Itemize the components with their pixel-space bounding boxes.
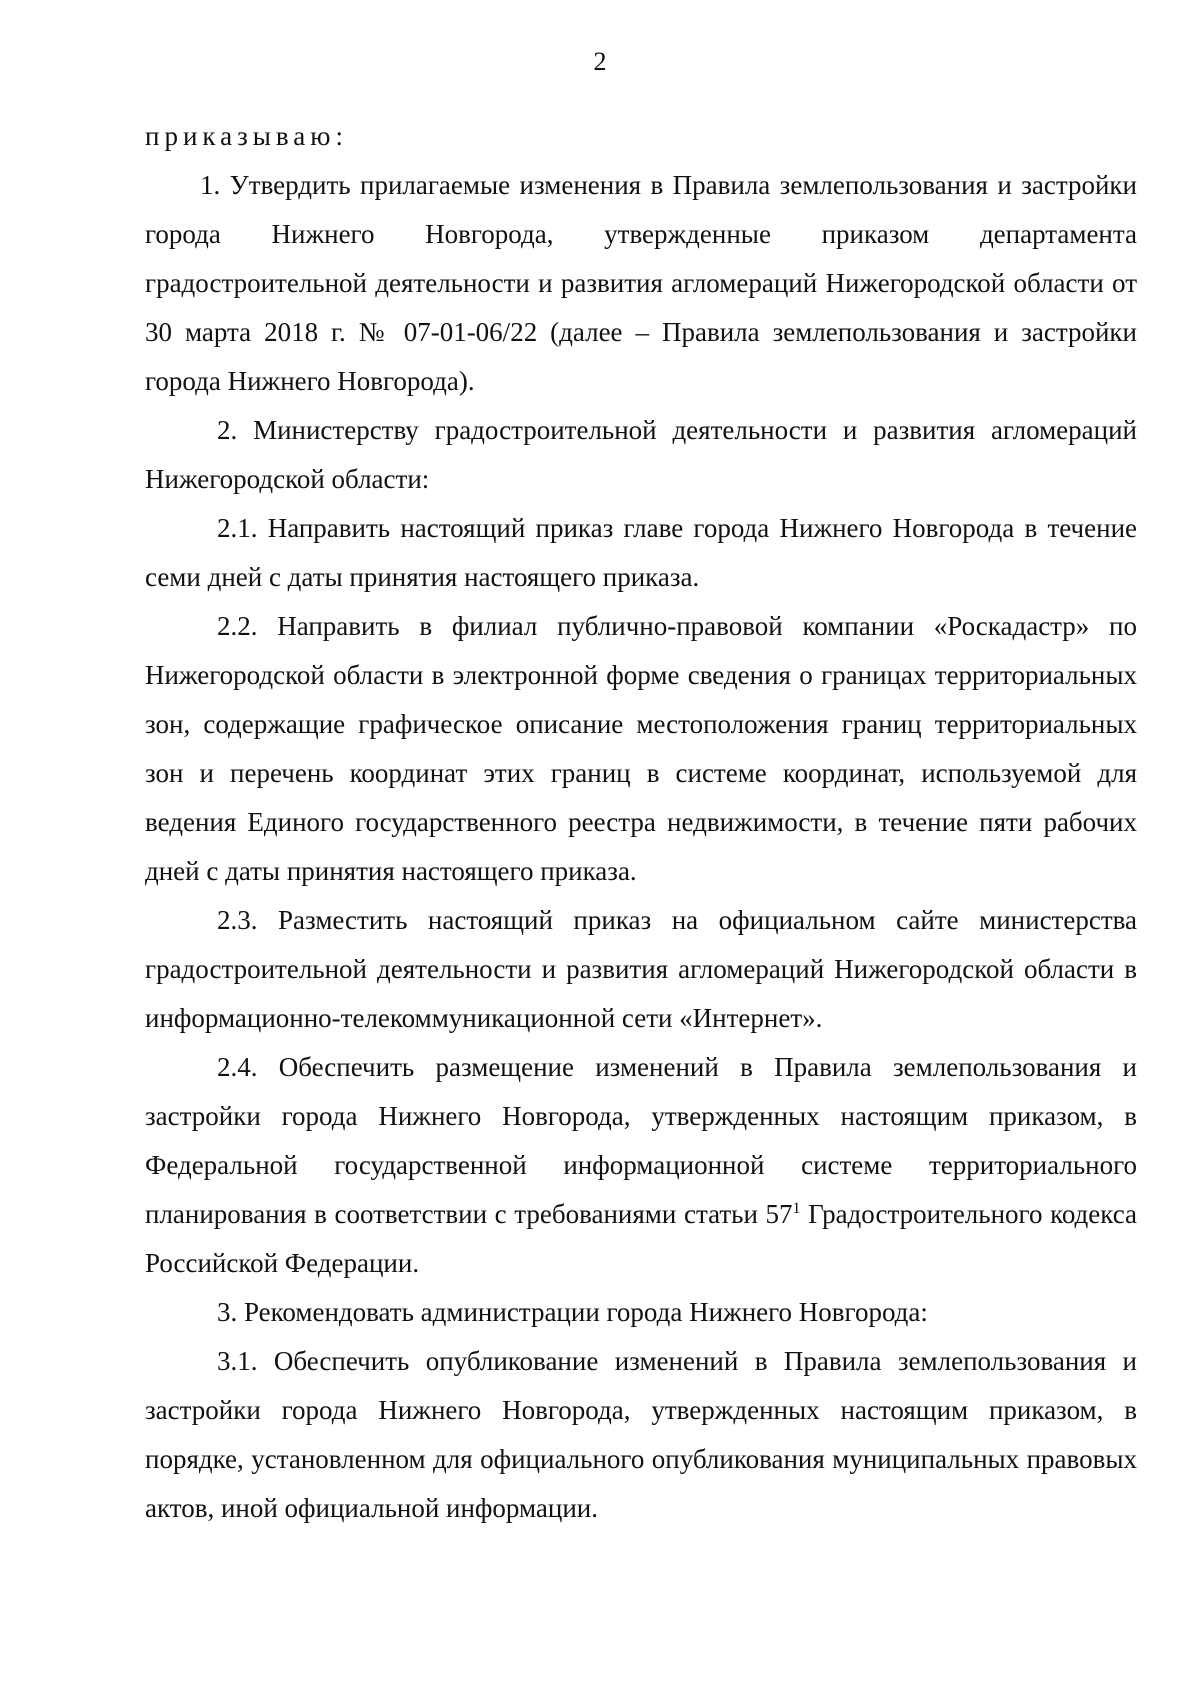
paragraph-3: 3. Рекомендовать администрации города Нижнего Новгорода:: [217, 1297, 928, 1327]
document-body: [145, 112, 1137, 1533]
paragraph-2-4-text-before: 2.4. Обеспечить размещение изменений в Правила землепользования и застройки города Нижнего Новгорода, утвержденных настоящим приказом, в Федеральной государственной информационной системе территориального планирования в соответствии с требованиями статьи 57: [145, 1052, 1137, 1229]
paragraph-2-3: 2.3. Разместить настоящий приказ на официальном сайте министерства градостроительной деятельности и развития агломераций Нижегородской области в информационно-телекоммуникационной сети «Интернет».: [145, 905, 1137, 1033]
paragraph-2-4: [145, 1043, 1137, 1288]
page-number: 2: [593, 47, 607, 76]
paragraph-3-1: 3.1. Обеспечить опубликование изменений в Правила землепользования и застройки города Нижнего Новгорода, утвержденных настоящим приказом, в порядке, установленном для официального опубликования муниципальных правовых актов, иной официальной информации.: [145, 1346, 1137, 1523]
paragraph-2: 2. Министерству градостроительной деятельности и развития агломераций Нижегородской области:: [145, 415, 1137, 494]
order-opening: приказываю:: [145, 121, 348, 151]
paragraph-1: 1. Утвердить прилагаемые изменения в Правила землепользования и застройки города Нижнего Новгорода, утвержденные приказом департамента градостроительной деятельности и развития агломераций Нижегородской области от 30 марта 2018 г. № 07-01-06/22 (далее – Правила землепользования и застройки города Нижнего Новгорода).: [145, 170, 1137, 396]
paragraph-2-4-text-after: Градостроительного кодекса Российской Федерации.: [145, 1199, 1137, 1278]
paragraph-2-1: 2.1. Направить настоящий приказ главе города Нижнего Новгорода в течение семи дней с даты принятия настоящего приказа.: [145, 513, 1137, 592]
article-superscript: 1: [792, 1200, 801, 1217]
paragraph-2-2: 2.2. Направить в филиал публично-правовой компании «Роскадастр» по Нижегородской области в электронной форме сведения о границах территориальных зон, содержащие графическое описание местоположения границ территориальных зон и перечень координат этих границ в системе координат, используемой для ведения Единого государственного реестра недвижимости, в течение пяти рабочих дней с даты принятия настоящего приказа.: [145, 611, 1137, 886]
